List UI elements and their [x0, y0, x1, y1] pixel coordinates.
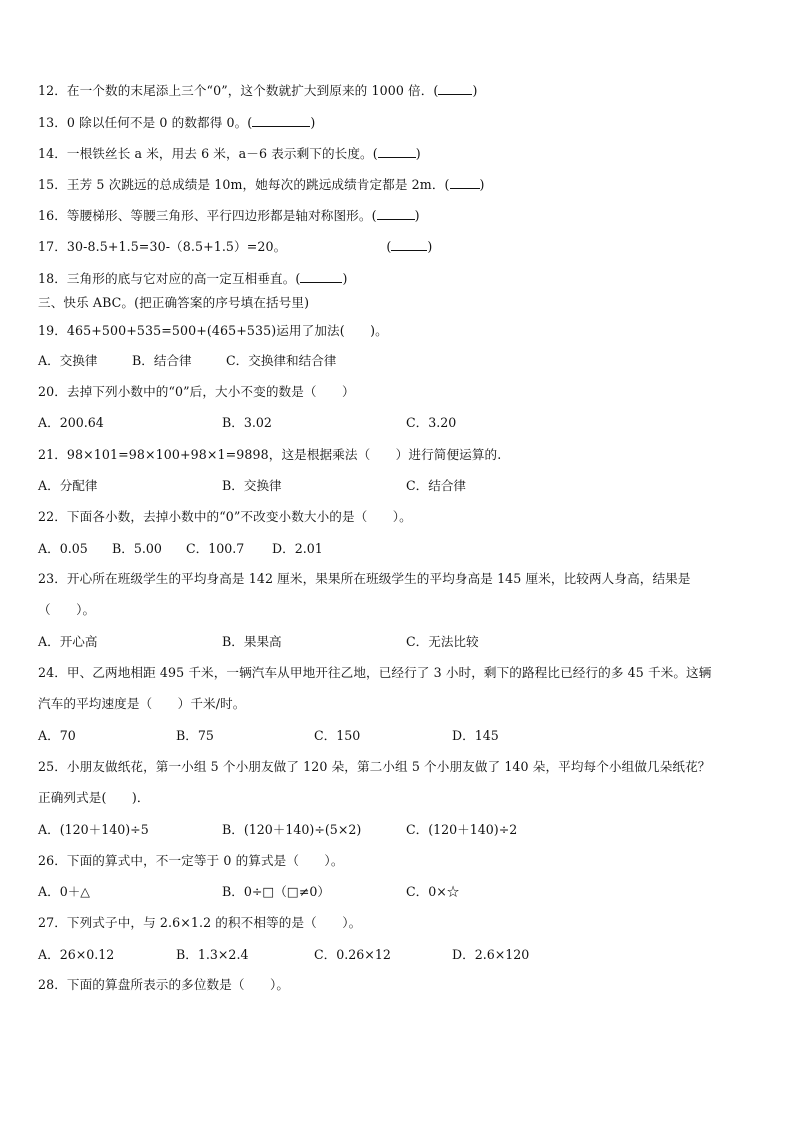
- close-paren: ): [414, 208, 420, 223]
- option-a[interactable]: A．0＋△: [38, 884, 90, 899]
- question-text: 一根铁丝长 a 米，用去 6 米，a－6 表示剩下的长度。(: [66, 146, 378, 161]
- question-text: 王芳 5 次跳远的总成绩是 10m，她每次的跳远成绩肯定都是 2m．(: [66, 177, 450, 192]
- question-number: 12．: [38, 83, 67, 98]
- question-14: [38, 145, 763, 163]
- question-28: 28．下面的算盘所表示的多位数是（ ）。: [38, 977, 290, 992]
- question-22: 22．下面各小数，去掉小数中的“0”不改变小数大小的是（ ）。: [38, 509, 412, 524]
- question-24-line1: 24．甲、乙两地相距 495 千米，一辆汽车从甲地开往乙地，已经行了 3 小时，剩下的路程比已经行的多 45 千米。这辆: [38, 665, 712, 680]
- question-number: 14．: [38, 146, 67, 161]
- question-26: 26．下面的算式中，不一定等于 0 的算式是（ ）。: [38, 853, 344, 868]
- option-a[interactable]: A．(120＋140)÷5: [38, 822, 149, 837]
- close-paren: ): [427, 239, 433, 254]
- question-23-line2: （ ）。: [38, 602, 96, 617]
- option-b[interactable]: B．0÷□（□≠0）: [222, 884, 330, 899]
- section-title: 三、快乐 ABC。(把正确答案的序号填在括号里): [38, 295, 310, 310]
- answer-blank[interactable]: [252, 114, 310, 127]
- option-c[interactable]: C．3.20: [406, 415, 457, 430]
- option-a[interactable]: A．0.05: [38, 541, 88, 556]
- close-paren: ): [342, 271, 348, 286]
- options-22: [38, 540, 763, 558]
- question-number: 15．: [38, 177, 67, 192]
- question-15: [38, 176, 763, 194]
- option-b[interactable]: B．结合律: [132, 353, 192, 368]
- question-21: 21．98×101=98×100+98×1=9898，这是根据乘法（ ）进行简便运算的.: [38, 447, 502, 462]
- question-25-line1: 25．小朋友做纸花，第一小组 5 个小朋友做了 120 朵，第二小组 5 个小朋友做了 140 朵，平均每个小组做几朵纸花？: [38, 759, 711, 774]
- option-c[interactable]: C．0×☆: [406, 884, 460, 899]
- option-c[interactable]: C．0.26×12: [314, 947, 391, 962]
- option-b[interactable]: B．果果高: [222, 634, 282, 649]
- option-a[interactable]: A．分配律: [38, 478, 98, 493]
- option-a[interactable]: A．开心高: [38, 634, 98, 649]
- option-c[interactable]: C．交换律和结合律: [226, 353, 337, 368]
- option-d[interactable]: D．2.01: [272, 541, 323, 556]
- question-23-line1: 23．开心所在班级学生的平均身高是 142 厘米，果果所在班级学生的平均身高是 145 厘米，比较两人身高，结果是: [38, 571, 691, 586]
- question-18: [38, 270, 763, 288]
- question-number: 16．: [38, 208, 67, 223]
- option-a[interactable]: A．70: [38, 728, 76, 743]
- option-b[interactable]: B．(120＋140)÷(5×2): [222, 822, 362, 837]
- question-12: [38, 82, 763, 100]
- option-c[interactable]: C．无法比较: [406, 634, 479, 649]
- option-c[interactable]: C．(120＋140)÷2: [406, 822, 518, 837]
- question-number: 17．: [38, 239, 67, 254]
- options-27: [38, 946, 763, 964]
- options-20: [38, 414, 763, 432]
- question-number: 13．: [38, 115, 67, 130]
- question-text: 30-8.5+1.5=30-（8.5+1.5）=20。: [66, 239, 287, 254]
- options-19: [38, 352, 763, 370]
- option-d[interactable]: D．145: [452, 728, 499, 743]
- answer-blank[interactable]: [378, 145, 416, 158]
- question-17: [38, 238, 763, 256]
- answer-blank[interactable]: [438, 82, 472, 95]
- options-25: [38, 821, 763, 839]
- question-number: 18．: [38, 271, 67, 286]
- options-24: [38, 727, 763, 745]
- option-c[interactable]: C．结合律: [406, 478, 467, 493]
- open-paren: (: [386, 239, 392, 254]
- question-text: 在一个数的末尾添上三个“0”，这个数就扩大到原来的 1000 倍．(: [66, 83, 439, 98]
- options-21: [38, 477, 763, 495]
- option-d[interactable]: D．2.6×120: [452, 947, 530, 962]
- options-26: [38, 883, 763, 901]
- close-paren: ): [472, 83, 478, 98]
- answer-blank[interactable]: [300, 270, 342, 283]
- close-paren: ): [415, 146, 421, 161]
- question-25-line2: 正确列式是( )．: [38, 790, 150, 805]
- question-text: 0 除以任何不是 0 的数都得 0。(: [66, 115, 253, 130]
- question-16: [38, 207, 763, 225]
- close-paren: ): [479, 177, 485, 192]
- answer-blank[interactable]: [391, 238, 427, 251]
- option-b[interactable]: B．交换律: [222, 478, 282, 493]
- question-20: 20．去掉下列小数中的“0”后，大小不变的数是（ ）: [38, 384, 355, 399]
- question-19: 19．465+500+535=500+(465+535)运用了加法( )。: [38, 323, 388, 338]
- question-27: 27．下列式子中，与 2.6×1.2 的积不相等的是（ ）。: [38, 915, 362, 930]
- question-text: 等腰梯形、等腰三角形、平行四边形都是轴对称图形。(: [66, 208, 377, 223]
- answer-blank[interactable]: [450, 176, 480, 189]
- close-paren: ): [310, 115, 316, 130]
- option-a[interactable]: A．26×0.12: [38, 947, 115, 962]
- option-b[interactable]: B．1.3×2.4: [176, 947, 249, 962]
- option-c[interactable]: C．100.7: [186, 541, 245, 556]
- option-c[interactable]: C．150: [314, 728, 361, 743]
- option-a[interactable]: A．交换律: [38, 353, 98, 368]
- question-text: 三角形的底与它对应的高一定互相垂直。(: [66, 271, 301, 286]
- option-b[interactable]: B．75: [176, 728, 214, 743]
- answer-blank[interactable]: [377, 207, 415, 220]
- option-b[interactable]: B．5.00: [112, 541, 162, 556]
- question-24-line2: 汽车的平均速度是（ ）千米/时。: [38, 696, 246, 711]
- question-13: [38, 114, 763, 132]
- option-b[interactable]: B．3.02: [222, 415, 272, 430]
- options-23: [38, 633, 763, 651]
- option-a[interactable]: A．200.64: [38, 415, 104, 430]
